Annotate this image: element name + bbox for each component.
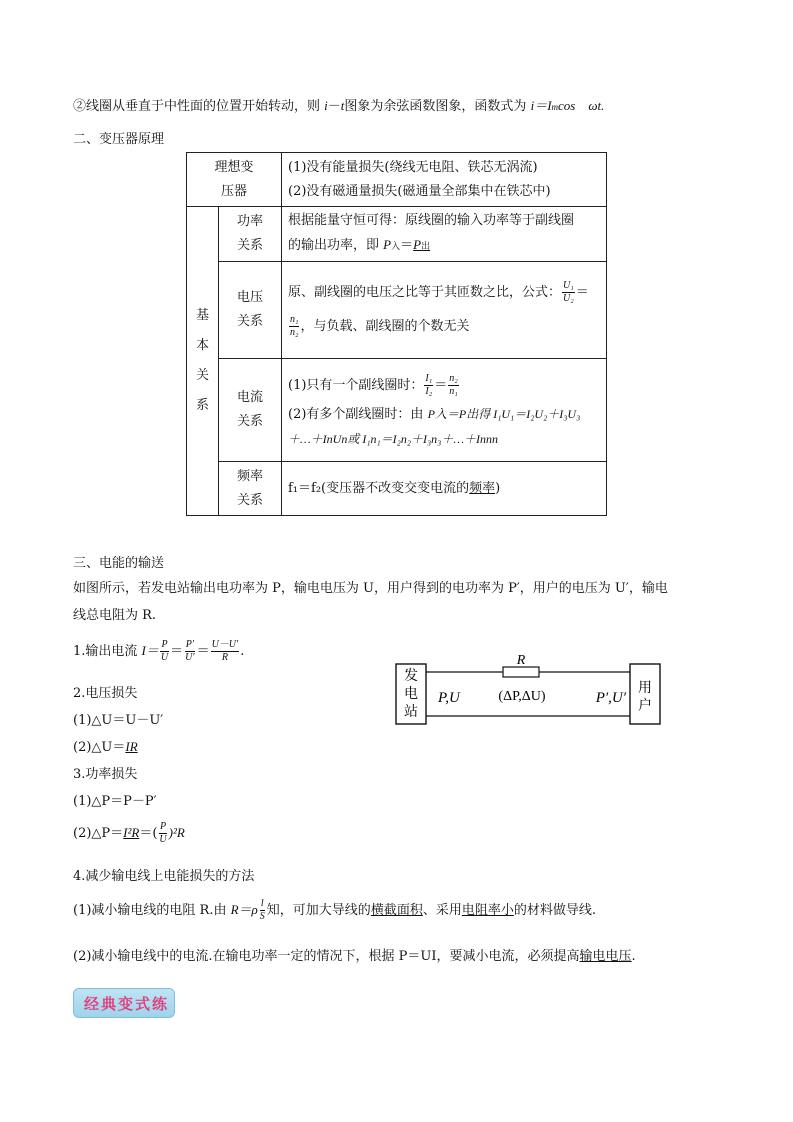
item2-2-pre: (2)△U＝ (73, 740, 126, 755)
basic-label-4: 系 (196, 398, 210, 413)
ideal-content (282, 153, 607, 207)
intro-2: 线总电阻为 R. (73, 608, 157, 623)
power-label-1: 功率 (237, 214, 264, 229)
current-n2: n₂ (449, 372, 458, 384)
item3-2-P: P (159, 821, 167, 832)
cos-line-i: i (324, 98, 328, 113)
freq-text-u: 频率 (469, 480, 496, 496)
right-label: P′,U′ (595, 690, 626, 706)
item3-2-U: U (159, 834, 167, 845)
item2: 2.电压损失 (73, 686, 138, 701)
current-label-1: 电流 (237, 390, 264, 405)
item2-2-u: IR (125, 739, 138, 754)
power-sub-out: 出 (421, 242, 431, 252)
item4-2-end: . (631, 949, 636, 964)
basic-label (187, 207, 219, 516)
intro-1: 如图所示，若发电站输出电功率为 P，输电电压为 U，用户得到的电功率为 P′，用户的电压为 U′，输电 (73, 581, 668, 596)
item3-2-mid: ＝( (139, 826, 158, 841)
station-char-3: 站 (404, 704, 418, 720)
item4-1-l: l (260, 898, 264, 909)
left-label: P,U (438, 690, 460, 706)
item4-2-u: 输电电压 (579, 949, 632, 964)
power-text-1: 根据能量守恒可得：原线圈的输入功率等于副线圈 (288, 213, 575, 228)
power-eq: P (383, 237, 392, 252)
current-I1: I₁ (425, 372, 433, 384)
basic-label-3: 关 (196, 368, 210, 383)
ideal-2: (2)没有磁通量损失(磁通量全部集中在铁芯中) (288, 183, 551, 199)
power-eq2: ＝ (400, 238, 414, 253)
section2-title: 二、变压器原理 (73, 132, 165, 147)
transmission-diagram (390, 650, 670, 730)
item4-2 (73, 945, 636, 964)
item1-U: U (160, 652, 169, 663)
item4-1-end: 的材料做导线. (513, 903, 596, 918)
item4-1-u2: 电阻率小 (461, 903, 514, 918)
ideal-label (187, 153, 282, 207)
basic-label-2: 本 (196, 338, 210, 353)
power-sub-in: 入 (391, 242, 401, 252)
resistor-label: R (516, 653, 526, 668)
current-I2: I₂ (425, 385, 433, 397)
ideal-1: (1)没有能量损失(绕线无电阻、铁芯无涡流) (288, 159, 538, 175)
item4-1-eq: R＝ρ (230, 902, 258, 917)
ideal-label-2: 压器 (220, 183, 247, 199)
item4: 4.减少输电线上电能损失的方法 (73, 869, 255, 884)
item1-P: P (161, 639, 168, 650)
voltage-eq: ＝ (575, 285, 589, 300)
current-2: (2)有多个副线圈时：由 (288, 406, 424, 422)
freq-label (219, 462, 282, 516)
item1-num3: U－U′ (211, 639, 239, 650)
freq-text-pre: f₁＝f₂(变压器不改变交变电流的 (288, 480, 470, 496)
item2-2 (73, 736, 138, 755)
cos-line-minus: － (327, 99, 341, 114)
power-label-2: 关系 (237, 238, 264, 253)
cos-line (73, 95, 604, 114)
current-n1: n₁ (449, 385, 458, 397)
item1: 1.输出电流 I＝ $\frac{P}{U}$ ＝ $\frac{P'}{U'}$ ＝ $\frac{U-U'}{R}$ . (73, 639, 245, 663)
freq-label-2: 关系 (237, 492, 264, 508)
item4-1 (73, 893, 596, 928)
cos-line-mid: 图象为余弦函数图象，函数式为 (344, 99, 527, 114)
voltage-U1: U₁ (563, 280, 574, 291)
cos-line-formula: i＝I (530, 98, 552, 113)
cos-line-pre: ②线圈从垂直于中性面的位置开始转动，则 (73, 99, 321, 114)
current-content: (1)只有一个副线圈时： $\frac{\text{I₁}}{\text{I₂}}$ ＝ $\frac{\text{n₂}}{\text{n₁}}$ (2)有多个副线圈时：由 P入＝P出得 I₁U₁＝I₂U₂＋I₃U₃ ＋…＋InUn或 I₁n₁＝I₂n₂＋I₃n₃＋…＋Innn (282, 359, 607, 462)
item3-2-u: I²R (123, 825, 140, 840)
exercise-badge (73, 988, 175, 1018)
station-char-1: 发 (404, 668, 418, 684)
user-char-2: 户 (638, 698, 652, 714)
mid-label: (ΔP,ΔU) (498, 689, 546, 704)
voltage-text-2: ，与负载、副线圈的个数无关 (300, 319, 470, 334)
basic-label-1: 基 (196, 308, 210, 323)
cos-line-sub: m (551, 102, 559, 112)
user-char-1: 用 (638, 680, 652, 696)
item2-1: (1)△U＝U－U′ (73, 713, 164, 728)
item1-R: R (221, 652, 228, 663)
item3: 3.功率损失 (73, 767, 138, 782)
item4-1-S: S (259, 911, 265, 922)
freq-label-1: 频率 (237, 468, 264, 484)
item4-1-mid2: 、采用 (422, 903, 462, 918)
voltage-n1: n₁ (290, 314, 299, 325)
item3-2 (73, 816, 185, 851)
item3-2-pre: (2)△P＝ (73, 826, 124, 841)
freq-content (282, 462, 607, 516)
item1-I: I＝ (141, 643, 159, 658)
freq-text-post: ) (495, 480, 501, 496)
item4-2-pre: (2)减小输电线中的电流.在输电功率一定的情况下，根据 P＝UI，要减小电流，必须提高 (73, 949, 580, 964)
section3-title: 三、电能的输送 (73, 556, 165, 571)
voltage-U2: U₂ (563, 293, 574, 304)
current-label-2: 关系 (237, 414, 264, 429)
power-content (282, 207, 607, 262)
item3-1: (1)△P＝P－P′ (73, 794, 157, 809)
power-ans: P (413, 237, 422, 252)
station-char-2: 电 (404, 686, 418, 702)
power-label (219, 207, 282, 262)
current-label (219, 359, 282, 462)
voltage-label-2: 关系 (237, 314, 264, 329)
current-1: (1)只有一个副线圈时： (288, 377, 424, 393)
item4-1-mid: 知，可加大导线的 (266, 903, 371, 918)
exercise-badge-label: 经典变式练 (84, 995, 170, 1013)
power-text-2: 的输出功率，即 (288, 238, 380, 253)
cos-line-cos: cos ωt. (558, 98, 605, 113)
resistor (503, 667, 539, 677)
item4-1-u1: 横截面积 (370, 903, 423, 918)
item4-1-pre: (1)减小输电线的电阻 R.由 (73, 903, 227, 918)
item1-Up: U′ (185, 652, 195, 663)
voltage-content (282, 262, 607, 359)
voltage-label (219, 262, 282, 359)
item3-2-end: )²R (168, 825, 185, 840)
cos-line-t: t (340, 98, 345, 113)
voltage-n2: n₂ (290, 327, 299, 338)
item1-pre: 1.输出电流 (73, 644, 138, 659)
item1-Pp: P′ (185, 639, 194, 650)
current-3: ＋…＋InUn或 I₁n₁＝I₂n₂＋I₃n₃＋…＋Innn (288, 431, 499, 446)
current-2-eq: P入＝P出得 I₁U₁＝I₂U₂＋I₃U₃ (427, 406, 581, 421)
voltage-text-1: 原、副线圈的电压之比等于其匝数之比，公式： (288, 285, 562, 300)
item1-end: . (240, 644, 245, 659)
transformer-table (186, 152, 607, 516)
ideal-label-1: 理想变 (214, 159, 254, 175)
voltage-label-1: 电压 (237, 290, 264, 305)
